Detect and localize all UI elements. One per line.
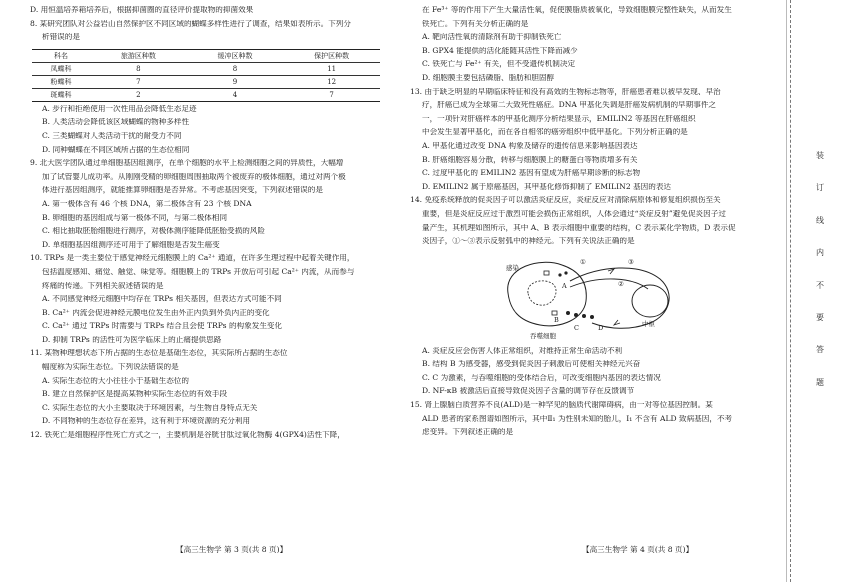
option-c: C. 三类蝴蝶对人类活动干扰的耐受力不同	[42, 131, 182, 140]
option-c: C. 过度甲基化的 EMILIN2 基因有望成为肝癌早期诊断的标志物	[422, 169, 641, 178]
label-center: 中枢	[642, 319, 655, 328]
option-d: D. 同种蝴蝶在不同区域所占据的生态位相同	[42, 145, 190, 154]
question-10-stem-cont: 包括温度感知、痛觉、触觉、味觉等。细胞膜上的 TRPs 开放后可引起 Ca²⁺ 内流，从而参与	[42, 267, 355, 276]
option-b: B. 结构 B 为感受器，感受到促炎因子刺激后可使相关神经元兴奋	[422, 360, 641, 369]
table-cell: 4	[187, 88, 284, 101]
question-14-stem-cont: 炎因子，①～③表示反射弧中的神经元。下列有关说法正确的是	[422, 237, 635, 246]
text-line: D. 用恒温培养箱培养后，根据抑菌圈的直径评价提取物的抑菌效果	[30, 6, 254, 14]
option-a: A. 甲基化通过改变 DNA 构象及储存的遗传信息来影响基因表达	[422, 141, 638, 150]
option-c: C. 实际生态位的大小主要取决于环境因素，与生物自身特点无关	[42, 403, 258, 412]
option-a: A. 靶向活性氧的清除剂有助于抑制铁死亡	[422, 33, 562, 42]
seal-char: 内	[816, 248, 824, 258]
table-cell: 9	[187, 75, 284, 88]
option-b: B. 建立自然保护区是提高某物种实际生态位的有效手段	[42, 390, 228, 399]
page-footer-left: 【高三生物学 第 3 页(共 8 页)】	[176, 545, 288, 554]
question-8-stem: 8. 某研究团队对公益岩山自然保护区不同区域的蝴蝶多样性进行了调查，结果如表所示。下列分	[30, 19, 351, 28]
label-d: D	[598, 323, 604, 332]
table-cell: 斑蝶科	[32, 88, 90, 101]
option-a: A. 步行和拒绝使用一次性用品会降低生态足迹	[42, 104, 197, 113]
option-b: B. GPX4 能提供的活化能随其活性下降而减少	[422, 46, 578, 55]
option-b: B. 人类活动会降低该区域蝴蝶的物种多样性	[42, 118, 190, 127]
question-10-stem-cont: 疼痛的传递。下列相关叙述错误的是	[42, 281, 164, 290]
table-cell: 凤蝶科	[32, 62, 90, 75]
table-cell: 12	[283, 75, 380, 88]
table-header-cell: 旅游区种数	[90, 49, 187, 62]
table-row	[32, 88, 380, 101]
option-d: D. 单细胞基因组测序还可用于了解细胞是否发生癌变	[42, 240, 220, 249]
question-9-stem-cont: 加了试管婴儿成功率。从刚刚受精的卵细胞周围抽取两个被废弃的极体细胞，通过对两个极	[42, 172, 346, 181]
table-cell: 2	[90, 88, 187, 101]
option-a: A. 第一极体含有 46 个核 DNA，第二极体含有 23 个核 DNA	[42, 199, 252, 208]
option-b: B. Ca²⁺ 内流会促进神经元膜电位发生由外正内负到外负内正的变化	[42, 308, 270, 317]
question-15-stem: 15. 肾上腺脑白质营养不良(ALD)是一种罕见的脑质代谢障碍病，由一对等位基因控制。某	[410, 401, 713, 410]
question-13-stem-cont: 一，一项针对肝癌样本的甲基化测序分析结果显示，EMILIN2 等基因在肝癌组织	[422, 114, 696, 123]
table-cell: 11	[283, 62, 380, 75]
table-row	[32, 62, 380, 75]
label-phagocyte: 吞噬细胞	[530, 331, 556, 340]
seal-char: 订	[816, 183, 824, 193]
option-b: B. 肝癌细胞容易分散，转移与细胞膜上的糖蛋白等物质增多有关	[422, 155, 638, 164]
label-infection: 感染	[506, 263, 519, 272]
question-14-stem: 14. 免疫系统释放的促炎因子可以激活炎症反应，炎症反应对清除病原体和修复组织损伤至关	[410, 196, 721, 205]
table-header-cell: 保护区种数	[283, 49, 380, 62]
option-a: A. 不同感觉神经元细胞中均存在 TRPs 相关基因，但表达方式可能不同	[42, 295, 282, 304]
table-header-cell: 科名	[32, 49, 90, 62]
question-9-stem-cont: 体进行基因组测序，就能推算卵细胞是否异常。不考虑基因突变，下列叙述错误的是	[42, 186, 323, 195]
inflammation-reflex-diagram	[500, 253, 680, 345]
question-14-stem-cont: 重要，但是炎症反应过于激烈可能会损伤正常组织，人体会通过“炎症反射”避免促炎因子过	[422, 209, 726, 218]
option-c: C. 铁死亡与 Fe²⁺ 有关，但不受遗传机制决定	[422, 60, 576, 69]
question-8-stem-cont: 析错误的是	[42, 33, 80, 42]
option-a: A. 实际生态位的大小往往小于基础生态位的	[42, 376, 189, 385]
seal-char: 答	[816, 345, 824, 355]
seal-char: 要	[816, 313, 824, 323]
table-row	[32, 75, 380, 88]
question-13-stem: 13. 由于缺乏明显的早期临床特征和没有高效的生物标志物等，肝癌患者难以被早发现、早治	[410, 87, 721, 96]
seal-text	[815, 150, 825, 389]
question-11-stem-cont: 幅度称为实际生态位。下列说法错误的是	[42, 363, 179, 372]
question-12-stem-cont: 在 Fe³⁺ 等的作用下产生大量活性氧，促使膜脂质被氧化，导致细胞膜完整性缺失，从而发生	[422, 6, 732, 14]
label-neuron-3: ③	[628, 257, 634, 266]
question-14-stem-cont: 量产生，其机理如图所示，其中 A、B 表示细胞中重要的结构，C 表示某化学物质，D 表示促	[422, 223, 736, 232]
table-header-row	[32, 49, 380, 62]
option-a: A. 炎症反应会伤害人体正常组织，对维持正常生命活动不利	[422, 346, 623, 355]
left-column	[0, 0, 392, 445]
question-12-stem: 12. 铁死亡是细胞程序性死亡方式之一，主要机制是谷胱甘肽过氧化物酶 4(GPX4)活性下降，	[30, 431, 345, 440]
label-c: C	[574, 323, 579, 332]
question-15-stem-cont: ALD 患者的家系图谱如图所示，其中Ⅱ₁ 为性别未知的胎儿，Ⅰ₁ 不含有 ALD 致病基因，不考	[422, 414, 733, 423]
label-neuron-1: ①	[580, 257, 586, 266]
option-d: D. NF-κB 被激活后直接导致促炎因子含量的调节存在反馈调节	[422, 387, 635, 396]
table-header-cell: 缓冲区种数	[187, 49, 284, 62]
seal-char: 不	[816, 280, 824, 290]
question-13-stem-cont: 中会发生显著甲基化，而在各自相邻的癌旁组织中低甲基化。下列分析正确的是	[422, 128, 688, 137]
table-cell: 7	[283, 88, 380, 101]
question-12-stem-cont: 铁死亡。下列有关分析正确的是	[422, 19, 529, 28]
option-d: D. 细胞膜主要包括磷脂、脂肪和胆固醇	[422, 73, 555, 82]
table-cell: 7	[90, 75, 187, 88]
question-10-stem: 10. TRPs 是一类主要位于感觉神经元细胞膜上的 Ca²⁺ 通道，在许多生理过程中起着关键作用，	[30, 254, 355, 263]
option-c: C. Ca²⁺ 通过 TRPs 时需要与 TRPs 结合且会使 TRPs 的构象发生变化	[42, 322, 283, 331]
diagram-drawing	[500, 253, 680, 345]
table-cell: 粉蝶科	[32, 75, 90, 88]
option-c: C. 相比抽取胚胎细胞进行测序，对极体测序能降低胚胎受损的风险	[42, 227, 265, 236]
page-footer-right: 【高三生物学 第 4 页(共 8 页)】	[582, 545, 694, 554]
butterfly-table	[32, 49, 380, 102]
option-d: D. 抑制 TRPs 的活性可为医学临床上的止痛提供思路	[42, 335, 222, 344]
question-15-stem-cont: 虑变异。下列叙述正确的是	[422, 428, 514, 437]
option-b: B. 卵细胞的基因组成与第一极体不同，与第二极体相同	[42, 213, 228, 222]
seal-char: 装	[816, 151, 824, 160]
option-d: D. EMILIN2 属于原癌基因，其甲基化修饰抑制了 EMILIN2 基因的表达	[422, 182, 672, 191]
dashed-seal-line	[790, 0, 791, 582]
right-column	[410, 0, 760, 442]
table-cell: 8	[187, 62, 284, 75]
question-11-stem: 11. 某物种理想状态下所占据的生态位是基础生态位，其实际所占据的生态位	[30, 349, 288, 358]
label-neuron-2: ②	[618, 279, 624, 288]
question-13-stem-cont: 疗，肝癌已成为全球第二大致死性癌症。DNA 甲基化失调是肝癌发病机制的早期事件之	[422, 101, 717, 110]
option-c: C. C 为激素，与吞噬细胞的受体结合后，可改变细胞内基因的表达情况	[422, 373, 661, 382]
label-b: B	[554, 315, 559, 324]
seal-char: 题	[816, 377, 824, 387]
label-a: A	[562, 281, 567, 290]
seal-sidebar	[768, 0, 860, 582]
table-cell: 8	[90, 62, 187, 75]
question-9-stem: 9. 北大医学团队通过单细胞基因组测序，在单个细胞的水平上检测细胞之间的异质性，大幅增	[30, 159, 344, 168]
seal-char: 线	[816, 215, 824, 225]
option-d: D. 不同物种的生态位存在差异，这有利于环境资源的充分利用	[42, 417, 251, 426]
